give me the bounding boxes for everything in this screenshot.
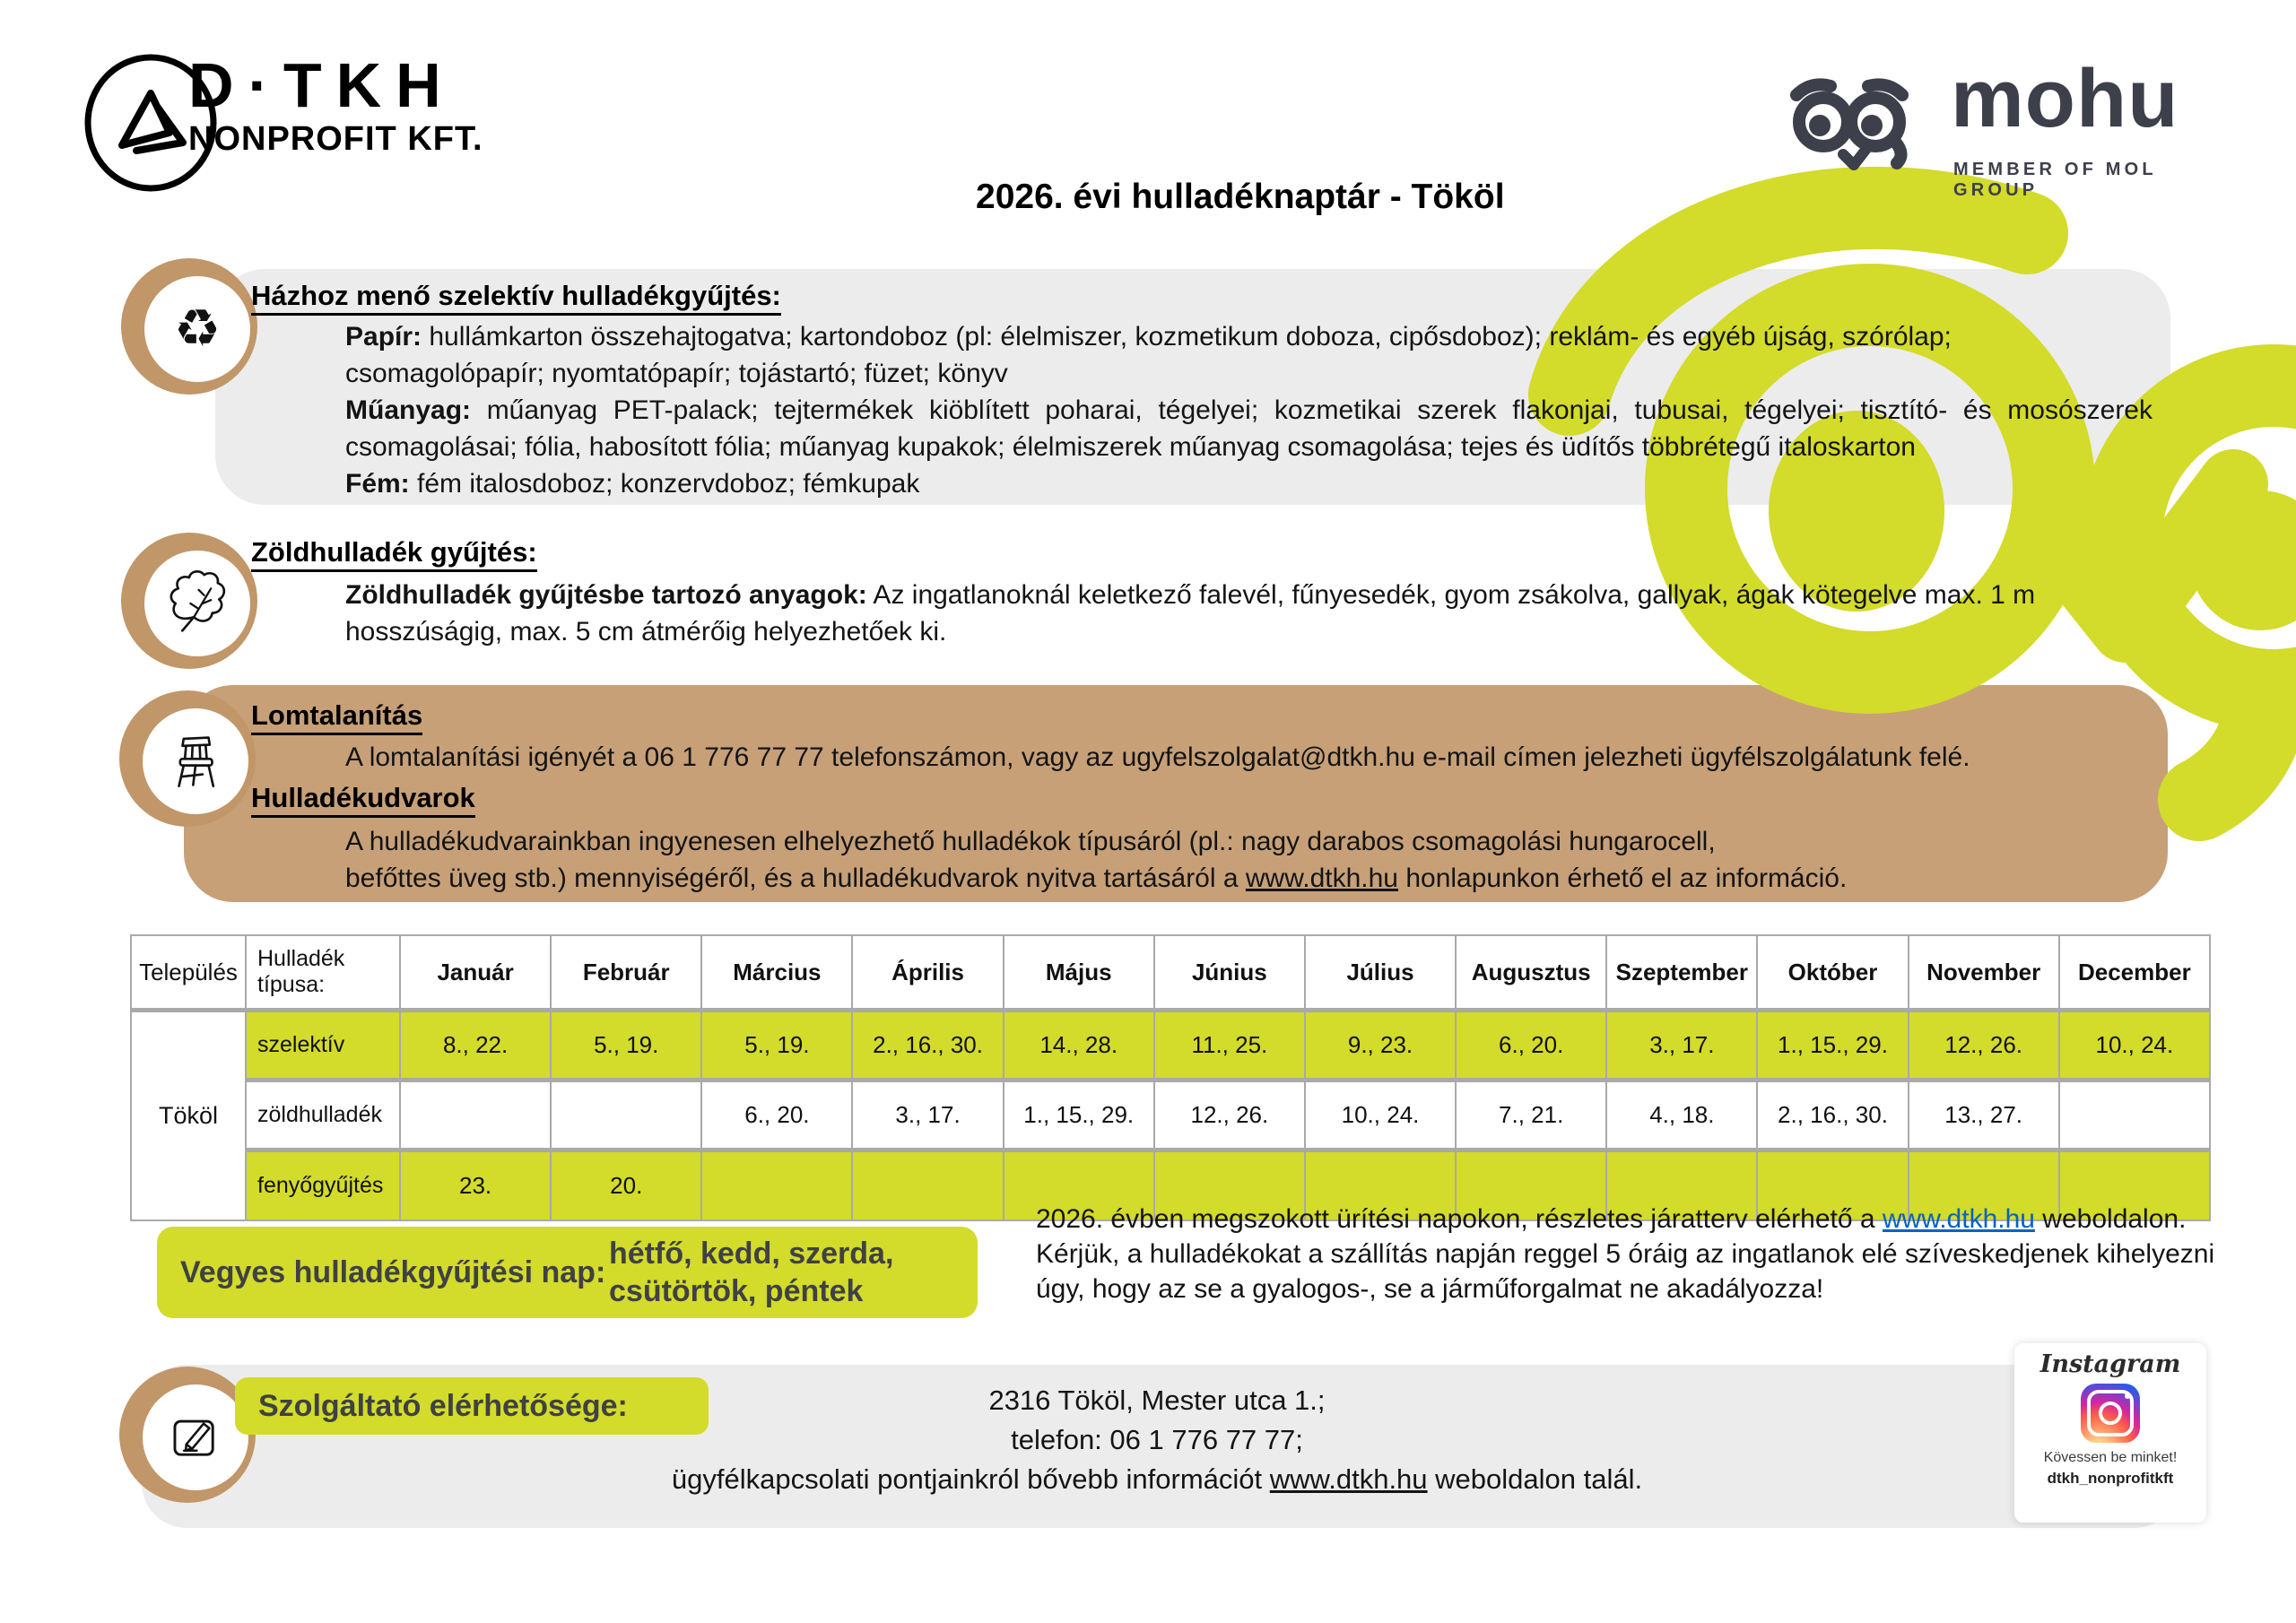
date-cell: 3., 17. bbox=[1606, 1011, 1757, 1081]
row-type-label: fenyőgyűjtés bbox=[246, 1150, 400, 1220]
plastic-label: Műanyag: bbox=[345, 395, 472, 425]
bulky-section-heading: Lomtalanítás bbox=[251, 699, 422, 732]
page-title: 2026. évi hulladéknaptár - Tököl bbox=[976, 178, 1505, 216]
date-cell: 1., 15., 29. bbox=[1757, 1011, 1908, 1081]
date-cell: 10., 24. bbox=[1305, 1081, 1456, 1150]
col-month-october: Október bbox=[1757, 935, 1908, 1011]
mohu-logo bbox=[1780, 52, 2247, 204]
settlement-cell: Tököl bbox=[131, 1011, 246, 1220]
plastic-paragraph: Műanyag: műanyag PET-palack; tejtermékek kiöblített poharai, tégelyei; kozmetikai szerek flakonjai, tubusai, tégelyei; tisztító- és mosószerek csomagolásai; fólia, habosított fólia; műanyag kupakok; élelmiszerek műanyag csomagolása; tejes és üdítős többrétegű italoskarton bbox=[345, 395, 2152, 462]
date-cell: 12., 26. bbox=[1909, 1011, 2059, 1081]
date-cell: 6., 20. bbox=[1456, 1011, 1606, 1081]
green-section-body bbox=[345, 577, 2152, 650]
dtkh-logo-text bbox=[188, 50, 483, 159]
yards-line1: A hulladékudvarainkban ingyenesen elhelyezhető hulladékok típusáról (pl.: nagy darabos csomagolási hungarocell, bbox=[345, 827, 1716, 856]
col-waste-type: Hulladék típusa: bbox=[246, 935, 400, 1011]
email-address: ugyfelszolgalat@dtkh.hu bbox=[1121, 742, 1415, 772]
collection-calendar-table bbox=[130, 934, 2211, 1221]
date-cell: 12., 26. bbox=[1154, 1081, 1305, 1150]
blob-hole bbox=[144, 276, 250, 382]
col-settlement: Település bbox=[131, 935, 246, 1011]
instagram-icon bbox=[2081, 1384, 2140, 1443]
bulky-section-blob bbox=[119, 690, 256, 827]
date-cell bbox=[551, 1081, 701, 1150]
chair-icon bbox=[166, 730, 225, 793]
leaf-icon bbox=[163, 569, 231, 638]
provider-web-line: ügyfélkapcsolati pontjainkról bővebb információt www.dtkh.hu weboldalon talál. bbox=[671, 1463, 1643, 1495]
row-type-label: szelektív bbox=[246, 1011, 400, 1081]
notes-paragraph-2: Kérjük, a hulladékokat a szállítás napján reggel 5 óráig az ingatlanok elé szíveskedjenek kihelyezni úgy, hogy az se a gyalogos-, se a járműforgalmat ne akadályozza! bbox=[1036, 1239, 2215, 1304]
blob-hole bbox=[143, 708, 248, 814]
col-month-january: Január bbox=[400, 935, 551, 1011]
date-cell bbox=[701, 1150, 852, 1220]
yards-line2: befőttes üveg stb.) mennyiségéről, és a hulladékudvarok nyitva tartásáról a www.dtkh.hu honlapunkon érhető el az információ. bbox=[345, 864, 1848, 893]
blob-hole bbox=[143, 1384, 248, 1490]
provider-address: 2316 Tököl, Mester utca 1.; bbox=[988, 1384, 1326, 1416]
yards-section-heading: Hulladékudvarok bbox=[251, 782, 475, 814]
date-cell: 11., 25. bbox=[1154, 1011, 1305, 1081]
notes-paragraph-1: 2026. évben megszokott ürítési napokon, részletes járatterv elérhető a www.dtkh.hu weboldalon. bbox=[1036, 1204, 2187, 1234]
date-cell: 20. bbox=[551, 1150, 701, 1220]
col-month-february: Február bbox=[551, 935, 701, 1011]
date-cell: 13., 27. bbox=[1909, 1081, 2059, 1150]
mohu-wordmark: mohu bbox=[1951, 53, 2179, 144]
instagram-follow-text: Kövessen be minket! bbox=[2043, 1450, 2178, 1465]
green-paragraph: Zöldhulladék gyűjtésbe tartozó anyagok: Az ingatlanoknál keletkező falevél, fűnyesedék, gyom zsákolva, gallyak, ágak kötegelve max. 1 m hosszúságig, max. 5 cm átmérőig helyezhetőek ki. bbox=[345, 580, 2036, 647]
metal-paragraph: Fém: fém italosdoboz; konzervdoboz; fémkupak bbox=[345, 469, 920, 499]
mohu-owl-icon bbox=[1780, 66, 1937, 178]
col-month-april: Április bbox=[852, 935, 1003, 1011]
mixed-waste-days: hétfő, kedd, szerda, csütörtök, péntek bbox=[609, 1237, 894, 1308]
dtkh-subtitle: NONPROFIT KFT. bbox=[188, 120, 483, 158]
provider-label: Szolgáltató elérhetősége: bbox=[258, 1388, 628, 1423]
col-month-august: Augusztus bbox=[1456, 935, 1606, 1011]
date-cell: 7., 21. bbox=[1456, 1081, 1606, 1150]
col-month-march: Március bbox=[701, 935, 852, 1011]
instagram-handle: dtkh_nonprofitkft bbox=[2047, 1470, 2174, 1487]
notes-block bbox=[1036, 1202, 2215, 1306]
pencil-icon bbox=[167, 1409, 224, 1466]
mixed-waste-day-label: Vegyes hulladékgyűjtési nap: bbox=[180, 1254, 606, 1289]
table-row-selective bbox=[131, 1011, 2210, 1081]
instagram-wordmark: Instagram bbox=[2039, 1350, 2181, 1378]
recycle-icon: ♻ bbox=[174, 299, 221, 358]
date-cell: 10., 24. bbox=[2059, 1011, 2210, 1081]
date-cell: 5., 19. bbox=[701, 1011, 852, 1081]
date-cell: 3., 17. bbox=[852, 1081, 1003, 1150]
metal-label: Fém: bbox=[345, 469, 410, 499]
dtkh-website-link[interactable]: www.dtkh.hu bbox=[1269, 1463, 1428, 1495]
date-cell: 2., 16., 30. bbox=[1757, 1081, 1908, 1150]
green-section-blob bbox=[121, 533, 257, 669]
col-month-september: Szeptember bbox=[1606, 935, 1757, 1011]
blob-hole bbox=[144, 551, 250, 656]
date-cell bbox=[2059, 1081, 2210, 1150]
date-cell: 6., 20. bbox=[701, 1081, 852, 1150]
instagram-flash-dot bbox=[2125, 1393, 2130, 1399]
table-header-row bbox=[131, 935, 2210, 1011]
row-type-label: zöldhulladék bbox=[246, 1081, 400, 1150]
yards-section-body bbox=[345, 823, 2152, 897]
selective-section-heading: Házhoz menő szelektív hulladékgyűjtés: bbox=[251, 280, 781, 312]
provider-phone: telefon: 06 1 776 77 77; bbox=[1011, 1424, 1303, 1455]
date-cell: 1., 15., 29. bbox=[1004, 1081, 1154, 1150]
date-cell: 23. bbox=[400, 1150, 551, 1220]
date-cell bbox=[852, 1150, 1003, 1220]
date-cell: 5., 19. bbox=[551, 1011, 701, 1081]
date-cell: 9., 23. bbox=[1305, 1011, 1456, 1081]
col-month-december: December bbox=[2059, 935, 2210, 1011]
col-month-july: Július bbox=[1305, 935, 1456, 1011]
col-month-november: November bbox=[1909, 935, 2059, 1011]
date-cell: 14., 28. bbox=[1004, 1011, 1154, 1081]
bulky-paragraph: A lomtalanítási igényét a 06 1 776 77 77 telefonszámon, vagy az ugyfelszolgalat@dtkh.hu e-mail címen jelezheti ügyfélszolgálatunk felé. bbox=[345, 742, 1970, 772]
green-section-heading: Zöldhulladék gyűjtés: bbox=[251, 536, 537, 568]
dtkh-website-link[interactable]: www.dtkh.hu bbox=[1882, 1204, 2035, 1234]
dtkh-website-link[interactable]: www.dtkh.hu bbox=[1245, 864, 1398, 893]
date-cell: 2., 16., 30. bbox=[852, 1011, 1003, 1081]
provider-info-block bbox=[475, 1381, 1839, 1499]
mixed-waste-day-box bbox=[157, 1227, 978, 1318]
date-cell: 8., 22. bbox=[400, 1011, 551, 1081]
date-cell: 4., 18. bbox=[1606, 1081, 1757, 1150]
mohu-tagline: MEMBER OF MOL GROUP bbox=[1953, 160, 2157, 200]
selective-section-body bbox=[345, 318, 2152, 502]
bulky-section-body bbox=[345, 739, 2152, 776]
col-month-june: Június bbox=[1154, 935, 1305, 1011]
col-month-may: Május bbox=[1004, 935, 1154, 1011]
green-lead-label: Zöldhulladék gyűjtésbe tartozó anyagok: bbox=[345, 580, 867, 610]
dtkh-wordmark: D·TKH bbox=[188, 50, 456, 120]
date-cell bbox=[400, 1081, 551, 1150]
table-row-greenwaste bbox=[131, 1081, 2210, 1150]
instagram-card bbox=[2014, 1343, 2206, 1523]
paper-paragraph: Papír: hullámkarton összehajtogatva; kartondoboz (pl: élelmiszer, kozmetikum doboza, cipősdoboz); reklám- és egyéb újság, szórólap; csomagolópapír; nyomtatópapír; tojástartó; füzet; könyv bbox=[345, 322, 1952, 388]
paper-label: Papír: bbox=[345, 322, 422, 352]
selective-section-blob bbox=[121, 258, 257, 395]
